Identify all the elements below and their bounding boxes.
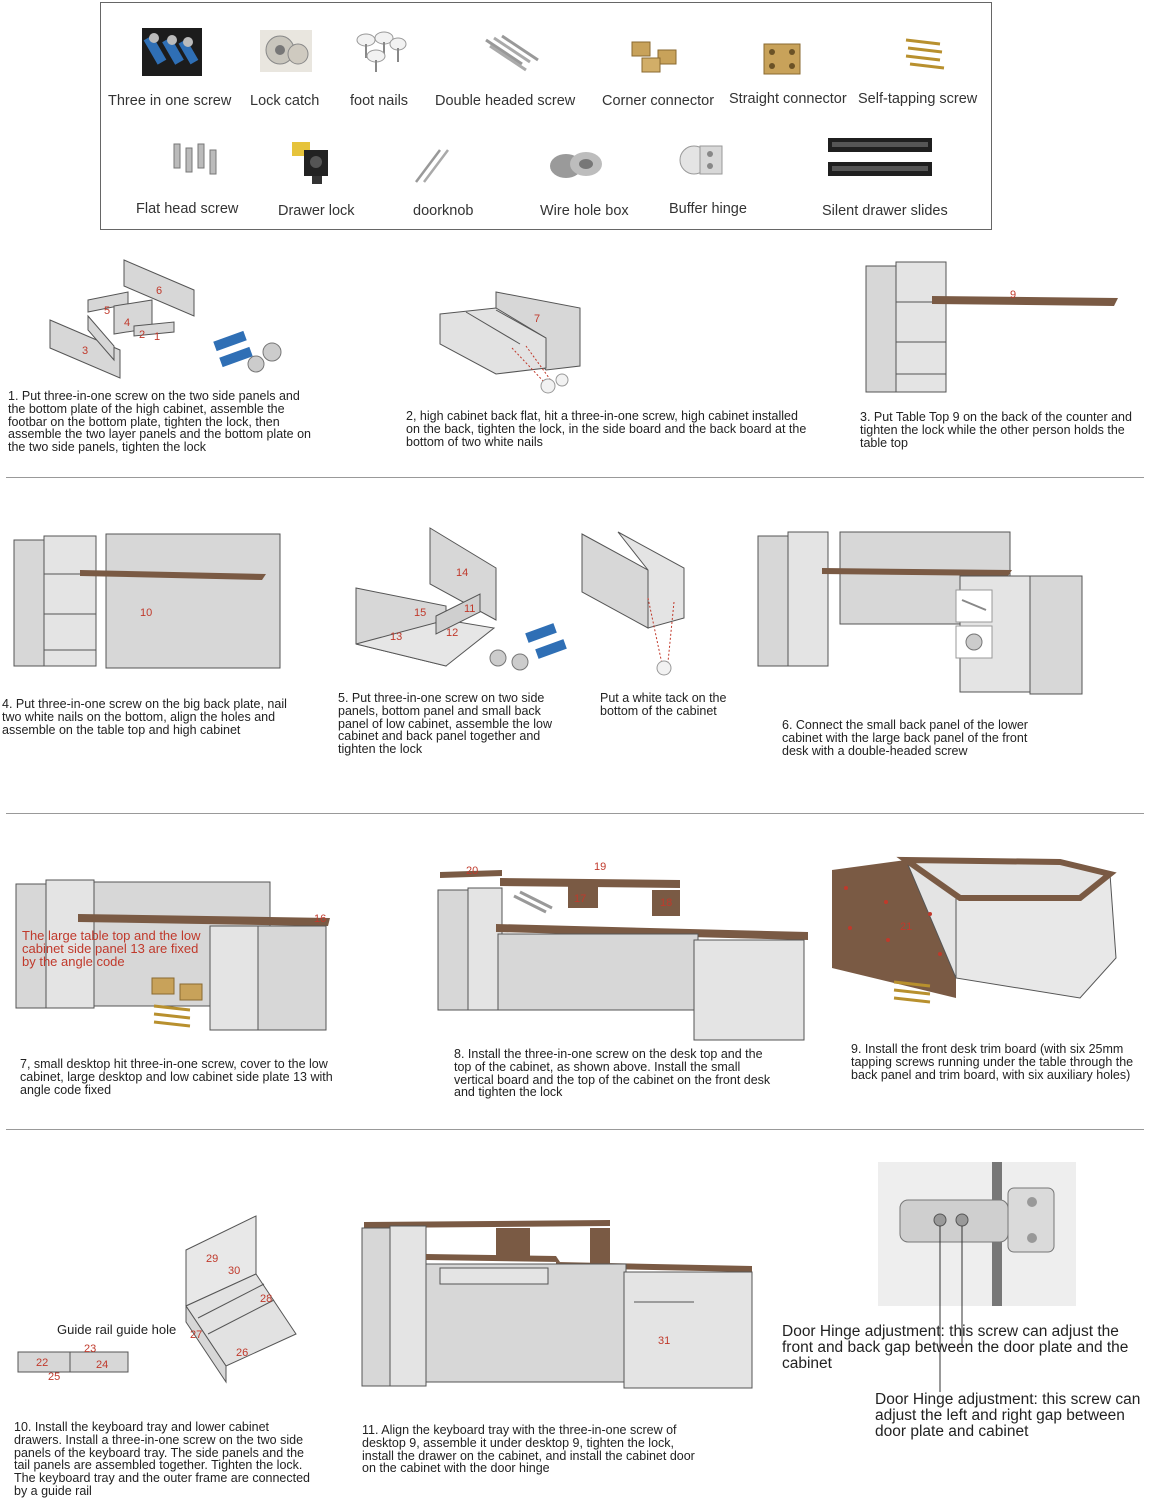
part-number-29: 29: [206, 1253, 219, 1265]
step-1-caption: 1. Put three-in-one screw on the two side panels and the bottom plate of the high cabinet, assemble the footbar on the bottom plate, tighten the lock, then assemble the two layer panels and the bottom plate on the two side panels, tighten the lock: [8, 389, 311, 455]
part-number-28: 28: [260, 1293, 273, 1305]
part-number-2: 2: [139, 329, 146, 341]
part-number-11: 11: [464, 603, 476, 615]
part-label-doorknob: doorknob: [413, 203, 474, 219]
step-7-note: The large table top and the low cabinet side panel 13 are fixed by the angle code: [22, 928, 201, 969]
part-label-drawer-lock: Drawer lock: [278, 203, 355, 219]
hinge-adjustment-front-back: Door Hinge adjustment: this screw can adjust the front and back gap between the door plate and the cabinet: [782, 1323, 1129, 1372]
part-number-21: 21: [900, 921, 913, 933]
step-9-caption: 9. Install the front desk trim board (with six 25mm tapping screws running under the table through the back panel and trim board, with six auxiliary holes): [851, 1042, 1134, 1082]
part-number-1: 1: [154, 331, 161, 343]
hinge-adjustment-left-right: Door Hinge adjustment: this screw can adjust the left and right gap between door plate and cabinet: [875, 1391, 1141, 1440]
step-10-label: Guide rail guide hole: [57, 1322, 177, 1337]
part-number-26: 26: [236, 1347, 249, 1359]
step-8-caption: 8. Install the three-in-one screw on the desk top and the top of the cabinet, as shown above. Install the small vertical board and the top of the cabinet on the front desk and tighten the lock: [454, 1047, 771, 1100]
part-number-23: 23: [84, 1343, 97, 1355]
part-number-19: 19: [594, 861, 607, 873]
step-2-caption: 2, high cabinet back flat, hit a three-in-one screw, high cabinet installed on the back, tighten the lock, in the side board and the back board at the bottom of two white nails: [406, 409, 807, 449]
step-6-caption: 6. Connect the small back panel of the lower cabinet with the large back panel of the front desk with a double-headed screw: [782, 718, 1028, 758]
part-label-corner-connector: Corner connector: [602, 93, 715, 109]
part-number-3: 3: [82, 345, 89, 357]
part-number-27: 27: [190, 1329, 203, 1341]
part-label-silent-drawer-slides: Silent drawer slides: [822, 203, 948, 219]
part-label-buffer-hinge: Buffer hinge: [669, 201, 747, 217]
part-label-double-headed-screw: Double headed screw: [435, 93, 576, 109]
part-label-self-tapping-screw: Self-tapping screw: [858, 91, 978, 107]
part-number-9: 9: [1010, 289, 1017, 301]
step-3-caption: 3. Put Table Top 9 on the back of the counter and tighten the lock while the other person holds the table top: [860, 410, 1132, 450]
step-4-caption: 4. Put three-in-one screw on the big back plate, nail two white nails on the bottom, align the holes and assemble on the table top and high cabinet: [2, 697, 287, 737]
part-number-24: 24: [96, 1359, 109, 1371]
step-10-caption: 10. Install the keyboard tray and lower cabinet drawers. Install a three-in-one screw on the two side panels of the keyboard tray. The side panels and the tail panels are assembled together. Tighten the lock. The keyboard tray and the outer frame are connected by a guide rail: [14, 1420, 311, 1498]
part-label-three-in-one-screw: Three in one screw: [108, 93, 232, 109]
part-label-straight-connector: Straight connector: [729, 91, 847, 107]
part-number-20: 20: [466, 865, 479, 877]
part-number-30: 30: [228, 1265, 241, 1277]
part-number-13: 13: [390, 631, 403, 643]
part-number-22: 22: [36, 1357, 49, 1369]
step-5-caption: 5. Put three-in-one screw on two side panels, bottom panel and small back panel of low cabinet, assemble the low cabinet and back panel together and tighten the lock: [338, 691, 553, 757]
part-number-14: 14: [456, 567, 469, 579]
step-11-caption: 11. Align the keyboard tray with the three-in-one screw of desktop 9, assemble it under desktop 9, tighten the lock, install the drawer on the cabinet, and install the cabinet door on the cabinet with the door hinge: [362, 1423, 695, 1476]
part-label-wire-hole-box: Wire hole box: [540, 203, 629, 219]
part-number-18: 18: [660, 897, 673, 909]
part-number-7: 7: [534, 313, 541, 325]
part-number-6: 6: [156, 285, 163, 297]
part-number-17: 17: [574, 893, 587, 905]
part-number-4: 4: [124, 317, 131, 329]
part-number-31: 31: [658, 1335, 671, 1347]
step-7-caption: 7, small desktop hit three-in-one screw, cover to the low cabinet, large desktop and low cabinet side plate 13 with angle code fixed: [20, 1057, 333, 1097]
part-label-foot-nails: foot nails: [350, 93, 409, 109]
part-number-25: 25: [48, 1371, 61, 1383]
part-number-10: 10: [140, 607, 153, 619]
step-5b-caption: Put a white tack on the bottom of the cabinet: [600, 691, 727, 718]
part-number-5: 5: [104, 305, 111, 317]
part-number-15: 15: [414, 607, 427, 619]
part-number-16: 16: [314, 913, 327, 925]
part-label-flat-head-screw: Flat head screw: [136, 201, 239, 217]
part-number-12: 12: [446, 627, 459, 639]
part-label-lock-catch: Lock catch: [250, 93, 320, 109]
